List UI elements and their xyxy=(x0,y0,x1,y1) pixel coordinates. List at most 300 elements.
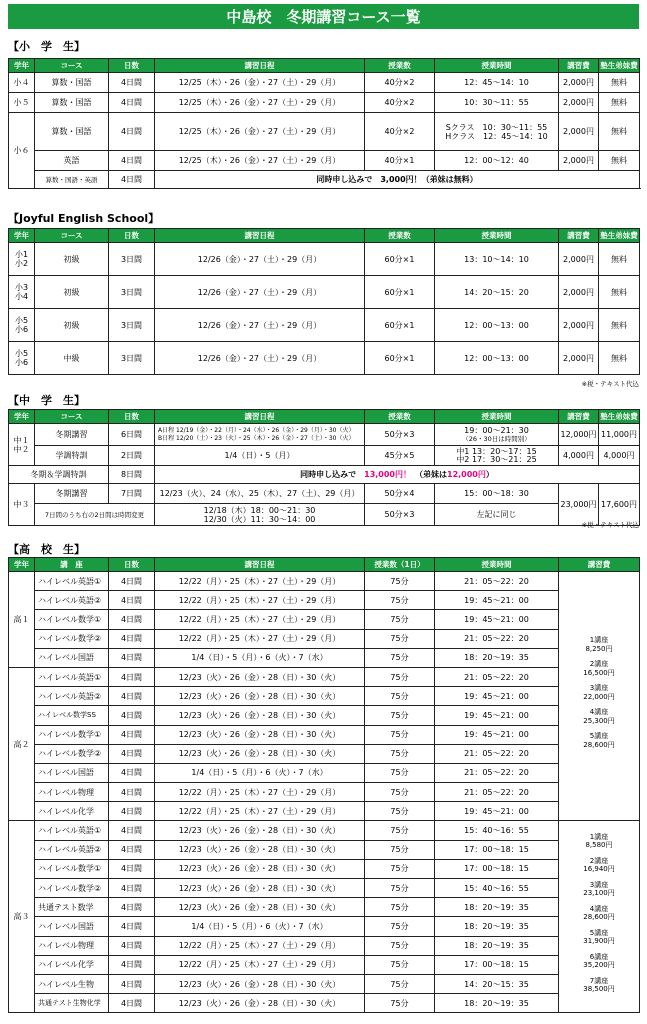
fee-cell: 12,000円 xyxy=(559,424,599,446)
time-cell: 21：05～22：20 xyxy=(435,572,559,591)
fee-amount: 31,900円 xyxy=(583,937,615,946)
fee-cell: 2,000円 xyxy=(559,93,599,113)
course-cell: 共通テスト生物化学 xyxy=(35,994,109,1013)
lessons-cell: 75分 xyxy=(365,955,435,974)
schedule-cell: 12/26（金）・27（土）・29（月） xyxy=(155,276,365,309)
lessons-cell: 60分×1 xyxy=(365,243,435,276)
grade-cell xyxy=(9,424,35,466)
header-sibling-fee: 塾生弟妹費 xyxy=(599,410,640,424)
days-cell: 3日間 xyxy=(109,309,155,342)
schedule-cell: 12/23（火）・26（金）・28（日）・30（火） xyxy=(155,744,365,763)
time-cell: 21：05～22：20 xyxy=(435,667,559,686)
header-time: 授業時間 xyxy=(435,229,559,243)
lessons-cell: 75分 xyxy=(365,744,435,763)
elementary-table xyxy=(8,58,640,189)
fee-amount: 16,500円 xyxy=(583,668,615,677)
sibling-fee-cell: 11,000円 xyxy=(599,424,640,446)
lessons-cell: 75分 xyxy=(365,898,435,917)
time-cell: 12：00～13：00 xyxy=(435,342,559,375)
table-row xyxy=(9,667,640,686)
lessons-cell: 45分×5 xyxy=(365,446,435,466)
header-time: 授業時間 xyxy=(435,558,559,572)
days-cell: 4日間 xyxy=(109,725,155,744)
course-cell: ハイレベル英語① xyxy=(35,821,109,840)
days-cell: 3日間 xyxy=(109,342,155,375)
lessons-cell: 60分×1 xyxy=(365,276,435,309)
fee-cell xyxy=(559,572,640,821)
header-course: コース xyxy=(35,229,109,243)
days-cell: 4日間 xyxy=(109,936,155,955)
grade-cell: 小６ xyxy=(9,113,35,189)
table-row xyxy=(9,342,640,375)
fee-course-count: 4講座 xyxy=(589,708,609,717)
schedule-cell: 12/23（火）・26（金）・28（日）・30（火） xyxy=(155,859,365,878)
course-cell: ハイレベル英語② xyxy=(35,591,109,610)
header-fee: 講習費 xyxy=(559,558,640,572)
lessons-cell: 40分×2 xyxy=(365,73,435,93)
grade-line: 小6 xyxy=(14,358,29,367)
schedule-cell: 1/4（日）・5（月）・6（火）・7（水） xyxy=(155,763,365,782)
days-cell: 8日間 xyxy=(109,466,155,484)
fee-amount: 35,200円 xyxy=(583,961,615,970)
fee-course-count: 7講座 xyxy=(589,976,609,985)
time-cell: 左記に同じ xyxy=(435,504,559,526)
days-cell: 4日間 xyxy=(109,629,155,648)
fee-amount: 28,600円 xyxy=(583,740,615,749)
header-grade: 学年 xyxy=(9,558,35,572)
course-cell: 冬期講習 xyxy=(35,484,109,504)
course-cell: 冬期講習 xyxy=(35,424,109,446)
table-row xyxy=(9,93,640,113)
header-grade: 学年 xyxy=(9,410,35,424)
days-cell: 4日間 xyxy=(109,898,155,917)
days-cell: 4日間 xyxy=(109,171,155,189)
fee-course-count: 3講座 xyxy=(589,684,609,693)
fee-cell: 2,000円 xyxy=(559,73,599,93)
section-heading-high-school: 【高 校 生】 xyxy=(8,543,85,556)
grade-cell: 中３ xyxy=(9,484,35,526)
table-row xyxy=(9,309,640,342)
header-schedule: 講習日程 xyxy=(155,558,365,572)
fee-cell: 2,000円 xyxy=(559,113,599,151)
grade-line: 中１ xyxy=(13,435,30,445)
lessons-cell: 75分 xyxy=(365,591,435,610)
days-cell: 4日間 xyxy=(109,974,155,993)
days-cell: 4日間 xyxy=(109,687,155,706)
table-row xyxy=(9,73,640,93)
english-school-table xyxy=(8,228,640,375)
lessons-cell: 75分 xyxy=(365,802,435,821)
schedule-cell: 12/23（火）・26（金）・28（日）・30（火） xyxy=(155,898,365,917)
course-cell: ハイレベル数学① xyxy=(35,725,109,744)
schedule-cell xyxy=(155,504,365,526)
schedule-cell: 12/26（金）・27（土）・29（月） xyxy=(155,243,365,276)
header-days: 日数 xyxy=(109,558,155,572)
course-cell: 共通テスト数学 xyxy=(35,898,109,917)
course-cell: ハイレベル数学① xyxy=(35,610,109,629)
days-cell: 4日間 xyxy=(109,821,155,840)
header-fee: 講習費 xyxy=(559,410,599,424)
schedule-line: 12/30（火）11：30～14：00 xyxy=(203,514,316,524)
time-cell: 15：40～16：55 xyxy=(435,821,559,840)
header-lessons: 授業数（1日） xyxy=(365,558,435,572)
time-cell: 21：05～22：20 xyxy=(435,783,559,802)
time-cell: 12：00～13：00 xyxy=(435,309,559,342)
time-cell: 18：20～19：35 xyxy=(435,898,559,917)
schedule-cell: 1/4（日）・5（月）・6（火）・7（水） xyxy=(155,917,365,936)
sibling-fee-cell: 無料 xyxy=(599,243,640,276)
sibling-fee-cell: 無料 xyxy=(599,342,640,375)
table-row xyxy=(9,725,640,744)
time-cell: 10：30～11：55 xyxy=(435,93,559,113)
days-cell: 4日間 xyxy=(109,879,155,898)
course-cell: 学調特訓 xyxy=(35,446,109,466)
lessons-cell: 50分×3 xyxy=(365,424,435,446)
schedule-line: 12/18（木）18：00～21：30 xyxy=(203,505,316,515)
schedule-cell: 12/25（木）・26（金）・27（土）・29（月） xyxy=(155,93,365,113)
lessons-cell: 75分 xyxy=(365,667,435,686)
lessons-cell: 75分 xyxy=(365,974,435,993)
table-row xyxy=(9,859,640,878)
days-cell: 4日間 xyxy=(109,783,155,802)
header-sibling-fee: 塾生弟妹費 xyxy=(599,59,640,73)
fee-amount: 23,100円 xyxy=(583,889,615,898)
days-cell: 4日間 xyxy=(109,93,155,113)
time-cell: 12：45～14：10 xyxy=(435,73,559,93)
table-row xyxy=(9,802,640,821)
header-fee: 講習費 xyxy=(559,59,599,73)
table-header-row xyxy=(9,558,640,572)
schedule-cell: 12/23（火）・26（金）・28（日）・30（火） xyxy=(155,725,365,744)
fee-course-count: 2講座 xyxy=(589,856,609,865)
course-cell: ハイレベル英語① xyxy=(35,572,109,591)
fee-course-count: 1講座 xyxy=(589,832,609,841)
sibling-fee-cell: 4,000円 xyxy=(599,446,640,466)
time-cell: 21：05～22：20 xyxy=(435,629,559,648)
grade-cell: 高１ xyxy=(9,572,35,668)
fee-cell: 2,000円 xyxy=(559,276,599,309)
time-cell xyxy=(435,446,559,466)
high-school-table xyxy=(8,557,640,1013)
header-schedule: 講習日程 xyxy=(155,229,365,243)
schedule-cell: 12/22（月）・25（木）・27（土）・29（月） xyxy=(155,936,365,955)
header-grade: 学年 xyxy=(9,229,35,243)
schedule-cell: 12/22（月）・25（木）・27（土）・29（月） xyxy=(155,572,365,591)
lessons-cell: 75分 xyxy=(365,783,435,802)
lessons-cell: 40分×2 xyxy=(365,93,435,113)
course-cell: ハイレベル国語 xyxy=(35,648,109,667)
lessons-cell: 50分×3 xyxy=(365,504,435,526)
table-row xyxy=(9,572,640,591)
header-time: 授業時間 xyxy=(435,410,559,424)
days-cell: 4日間 xyxy=(109,113,155,151)
table-row xyxy=(9,783,640,802)
grade-cell: 小４ xyxy=(9,73,35,93)
table-row xyxy=(9,687,640,706)
course-cell: ハイレベル英語② xyxy=(35,687,109,706)
days-cell: 4日間 xyxy=(109,955,155,974)
section-heading-junior-high: 【中 学 生】 xyxy=(8,394,85,407)
schedule-cell: 12/22（月）・25（木）・27（土）・29（月） xyxy=(155,591,365,610)
course-cell: ハイレベル生物 xyxy=(35,974,109,993)
time-cell: 19：45～21：00 xyxy=(435,687,559,706)
table-row xyxy=(9,276,640,309)
table-row xyxy=(9,113,640,151)
schedule-cell: 1/4（日）・5（月） xyxy=(155,446,365,466)
schedule-cell xyxy=(155,424,365,446)
table-header-row xyxy=(9,59,640,73)
section-heading-english: 【Joyful English School】 xyxy=(8,212,160,225)
lessons-cell: 75分 xyxy=(365,879,435,898)
fee-amount: 38,500円 xyxy=(583,985,615,994)
schedule-cell: 12/23（火）・26（金）・28（日）・30（火） xyxy=(155,879,365,898)
time-cell: 15：00～18：30 xyxy=(435,484,559,504)
time-cell: 17：00～18：15 xyxy=(435,955,559,974)
table-row xyxy=(9,917,640,936)
lessons-cell: 75分 xyxy=(365,648,435,667)
schedule-line: B日程 12/20（土）・23（火）・25（木）・26（金）・27（土）・30（火） xyxy=(158,434,355,442)
schedule-cell: 12/23（火）・26（金）・28（日）・30（火） xyxy=(155,994,365,1013)
sibling-fee-cell: 無料 xyxy=(599,93,640,113)
days-cell: 4日間 xyxy=(109,859,155,878)
table-row xyxy=(9,484,640,504)
sibling-fee-cell: 無料 xyxy=(599,151,640,171)
time-cell: 19：45～21：00 xyxy=(435,706,559,725)
lessons-cell: 40分×1 xyxy=(365,151,435,171)
time-cell: 21：05～22：20 xyxy=(435,763,559,782)
header-schedule: 講習日程 xyxy=(155,410,365,424)
fee-course-count: 3講座 xyxy=(589,880,609,889)
combined-offer-cell xyxy=(155,466,640,484)
header-days: 日数 xyxy=(109,410,155,424)
fee-amount: 22,000円 xyxy=(583,692,615,701)
header-course: 講 座 xyxy=(35,558,109,572)
time-cell: 19：45～21：00 xyxy=(435,725,559,744)
lessons-cell: 75分 xyxy=(365,840,435,859)
days-cell: 4日間 xyxy=(109,610,155,629)
grade-line: 小5 xyxy=(14,349,29,358)
course-cell: 中級 xyxy=(35,342,109,375)
lessons-cell: 75分 xyxy=(365,763,435,782)
course-cell: 算数・国語 xyxy=(35,73,109,93)
time-cell xyxy=(435,113,559,151)
table-row xyxy=(9,648,640,667)
lessons-cell: 75分 xyxy=(365,936,435,955)
fee-amount: 16,940円 xyxy=(583,865,615,874)
table-row xyxy=(9,744,640,763)
header-lessons: 授業数 xyxy=(365,410,435,424)
days-cell: 4日間 xyxy=(109,763,155,782)
days-cell: 4日間 xyxy=(109,572,155,591)
fee-course-count: 6講座 xyxy=(589,952,609,961)
course-cell: ハイレベル物理 xyxy=(35,783,109,802)
table-row xyxy=(9,629,640,648)
course-cell: ハイレベル数学SS xyxy=(35,706,109,725)
fee-cell: 4,000円 xyxy=(559,446,599,466)
days-cell: 4日間 xyxy=(109,917,155,936)
course-cell: ハイレベル英語① xyxy=(35,667,109,686)
grade-cell: 高３ xyxy=(9,821,35,1013)
tax-note: ※税・テキスト代込 xyxy=(581,521,639,529)
fee-course-count: 5講座 xyxy=(589,732,609,741)
time-cell: 15：40～16：55 xyxy=(435,879,559,898)
days-cell: 6日間 xyxy=(109,424,155,446)
table-row xyxy=(9,706,640,725)
days-cell: 4日間 xyxy=(109,648,155,667)
lessons-cell: 75分 xyxy=(365,994,435,1013)
fee-cell: 2,000円 xyxy=(559,243,599,276)
schedule-cell: 12/23（火）・26（金）・28（日）・30（火） xyxy=(155,821,365,840)
table-row xyxy=(9,763,640,782)
schedule-cell: 12/22（月）・25（木）・27（土）・29（月） xyxy=(155,955,365,974)
fee-course-count: 2講座 xyxy=(589,660,609,669)
lessons-cell: 75分 xyxy=(365,687,435,706)
time-cell: 17：00～18：15 xyxy=(435,859,559,878)
header-days: 日数 xyxy=(109,229,155,243)
days-cell: 7日間 xyxy=(109,484,155,504)
offer-sibling-price: 12,000円 xyxy=(447,470,486,479)
days-cell: 4日間 xyxy=(109,151,155,171)
grade-cell xyxy=(9,243,35,276)
time-cell: 19：45～21：00 xyxy=(435,591,559,610)
time-cell: 19：45～21：00 xyxy=(435,802,559,821)
grade-cell: 高２ xyxy=(9,667,35,821)
days-cell: 4日間 xyxy=(109,744,155,763)
schedule-cell: 12/25（木）・26（金）・27（土）・29（月） xyxy=(155,113,365,151)
time-line: 中2 17：30～21：25 xyxy=(456,454,537,464)
lessons-cell: 50分×4 xyxy=(365,484,435,504)
lessons-cell: 60分×1 xyxy=(365,342,435,375)
grade-line: 小5 xyxy=(14,316,29,325)
fee-cell: 2,000円 xyxy=(559,309,599,342)
lessons-cell: 60分×1 xyxy=(365,309,435,342)
days-cell: 3日間 xyxy=(109,276,155,309)
lessons-cell: 40分×2 xyxy=(365,113,435,151)
time-line: Sクラス 10：30～11：55 xyxy=(445,122,548,132)
schedule-cell: 12/23（火）・26（金）・28（日）・30（火） xyxy=(155,840,365,859)
course-cell: 初級 xyxy=(35,309,109,342)
time-cell: 21：05～22：20 xyxy=(435,744,559,763)
table-row xyxy=(9,243,640,276)
course-cell: 7日間のうち右の2日間は時間変更 xyxy=(35,504,155,526)
fee-cell: 23,000円 xyxy=(559,484,599,526)
sibling-fee-cell: 無料 xyxy=(599,309,640,342)
time-line: 19：00～21：30 xyxy=(464,425,529,435)
course-cell: 初級 xyxy=(35,276,109,309)
table-row xyxy=(9,994,640,1013)
course-cell: 算数・国語 xyxy=(35,93,109,113)
table-row xyxy=(9,446,640,466)
course-cell: ハイレベル数学② xyxy=(35,879,109,898)
table-header-row xyxy=(9,410,640,424)
table-row xyxy=(9,151,640,171)
table-header-row xyxy=(9,229,640,243)
days-cell: 4日間 xyxy=(109,994,155,1013)
course-cell: ハイレベル数学① xyxy=(35,859,109,878)
fee-amount: 25,300円 xyxy=(583,716,615,725)
lessons-cell: 75分 xyxy=(365,572,435,591)
grade-line: 小3 xyxy=(14,283,29,292)
table-row xyxy=(9,821,640,840)
offer-price: 13,000円！ xyxy=(364,470,411,479)
time-cell xyxy=(435,424,559,446)
table-row xyxy=(9,898,640,917)
fee-cell: 2,000円 xyxy=(559,151,599,171)
days-cell: 4日間 xyxy=(109,706,155,725)
schedule-cell: 12/25（木）・26（金）・27（土）・29（月） xyxy=(155,151,365,171)
schedule-cell: 12/23（火）、24（水）、25（木）、27（土）、29（月） xyxy=(155,484,365,504)
days-cell: 2日間 xyxy=(109,446,155,466)
time-cell: 19：45～21：00 xyxy=(435,610,559,629)
time-cell: 14：20～15：20 xyxy=(435,276,559,309)
grade-cell xyxy=(9,276,35,309)
fee-amount: 8,580円 xyxy=(585,841,613,850)
table-row xyxy=(9,974,640,993)
header-lessons: 授業数 xyxy=(365,229,435,243)
header-course: コース xyxy=(35,410,109,424)
days-cell: 4日間 xyxy=(109,802,155,821)
table-row xyxy=(9,840,640,859)
table-row xyxy=(9,504,640,526)
course-cell: ハイレベル英語② xyxy=(35,840,109,859)
header-time: 授業時間 xyxy=(435,59,559,73)
time-line: （26・30日は時間別） xyxy=(462,434,531,443)
offer-text: （弟妹は xyxy=(419,470,447,479)
table-row xyxy=(9,955,640,974)
fee-course-count: 5講座 xyxy=(589,928,609,937)
time-cell: 14：20～15：35 xyxy=(435,974,559,993)
grade-cell xyxy=(9,309,35,342)
schedule-cell: 12/26（金）・27（土）・29（月） xyxy=(155,342,365,375)
lessons-cell: 75分 xyxy=(365,610,435,629)
time-line: Hクラス 12：45～14：10 xyxy=(445,131,548,141)
grade-line: 小1 xyxy=(14,250,29,259)
days-cell: 4日間 xyxy=(109,591,155,610)
fee-course-count: 1講座 xyxy=(589,636,609,645)
schedule-cell: 12/22（月）・25（木）・27（土）・29（月） xyxy=(155,629,365,648)
combined-offer-cell: 同時申し込みで 3,000円！（弟妹は無料） xyxy=(155,171,640,189)
fee-amount: 28,600円 xyxy=(583,913,615,922)
lessons-cell: 75分 xyxy=(365,821,435,840)
grade-cell: 小５ xyxy=(9,93,35,113)
course-cell: ハイレベル国語 xyxy=(35,917,109,936)
schedule-cell: 12/22（月）・25（木）・27（土）・29（月） xyxy=(155,802,365,821)
time-line: 中1 13：20～17：15 xyxy=(456,446,537,456)
schedule-cell: 12/23（火）・26（金）・28（日）・30（火） xyxy=(155,706,365,725)
days-cell: 4日間 xyxy=(109,667,155,686)
time-cell: 18：20～19：35 xyxy=(435,994,559,1013)
time-cell: 18：20～19：35 xyxy=(435,936,559,955)
grade-line: 小6 xyxy=(14,325,29,334)
schedule-cell: 12/23（火）・26（金）・28（日）・30（火） xyxy=(155,667,365,686)
header-days: 日数 xyxy=(109,59,155,73)
sibling-fee-cell: 無料 xyxy=(599,113,640,151)
time-cell: 13：10～14：10 xyxy=(435,243,559,276)
time-cell: 18：20～19：35 xyxy=(435,917,559,936)
header-schedule: 講習日程 xyxy=(155,59,365,73)
table-row xyxy=(9,879,640,898)
sibling-fee-cell: 17,600円 xyxy=(599,484,640,526)
grade-line: 小4 xyxy=(14,292,29,301)
table-row xyxy=(9,610,640,629)
schedule-cell: 1/4（日）・5（月）・6（火）・7（水） xyxy=(155,648,365,667)
time-cell: 12：00～12：40 xyxy=(435,151,559,171)
grade-line: 中２ xyxy=(13,444,30,454)
table-row xyxy=(9,424,640,446)
fee-cell xyxy=(559,821,640,1013)
junior-high-table xyxy=(8,409,640,526)
tax-note: ※税・テキスト代込 xyxy=(581,380,639,388)
